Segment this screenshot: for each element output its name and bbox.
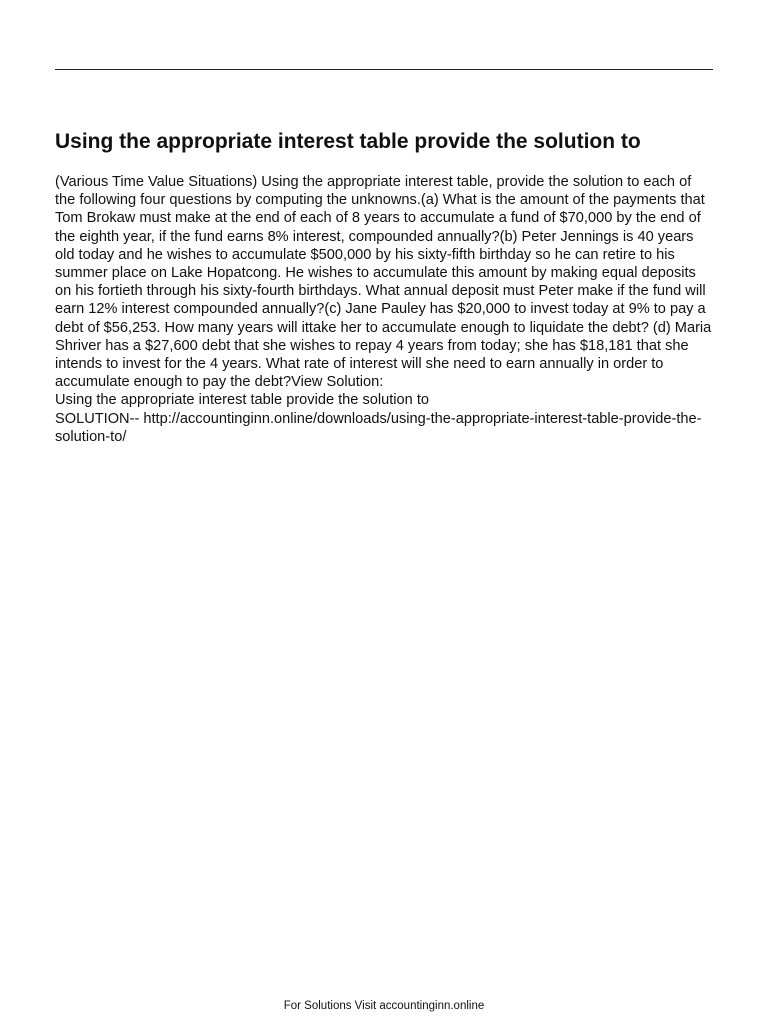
solution-link[interactable]: SOLUTION-- http://accountinginn.online/downloads/using-the-appropriate-interest-table-provide-the-solution-to/ [55, 410, 702, 445]
solution-heading: Using the appropriate interest table provide the solution to [55, 392, 429, 409]
page-footer: For Solutions Visit accountinginn.online [283, 1000, 485, 1012]
document-body [55, 173, 715, 446]
question-paragraph: (Various Time Value Situations) Using the appropriate interest table, provide the solution to each of the following four questions by computing the unknowns.(a) What is the amount of the payments that Tom Brokaw must make at the end of each of 8 years to accumulate a fund of $70,000 by the end of the eighth year, if the fund earns 8% interest, compounded annually?(b) Peter Jennings is 40 years old today and he wishes to accumulate $500,000 by his sixty-fifth birthday so he can retire to his summer place on Lake Hopatcong. He wishes to accumulate this amount by making equal deposits on his fortieth through his sixty-fourth birthdays. What annual deposit must Peter make if the fund will earn 12% interest compounded annually?(c) Jane Pauley has $20,000 to invest today at 9% to pay a debt of $56,253. How many years will ittake her to accumulate enough to liquidate the debt? (d) Maria Shriver has a $27,600 debt that she wishes to repay 4 years from today; she has $18,181 that she intends to invest for the 4 years. What rate of interest will she need to earn annually in order to accumulate enough to pay the debt?View Solution: [55, 174, 712, 391]
page-title: Using the appropriate interest table provide the solution to [55, 130, 641, 153]
top-divider [55, 69, 713, 70]
